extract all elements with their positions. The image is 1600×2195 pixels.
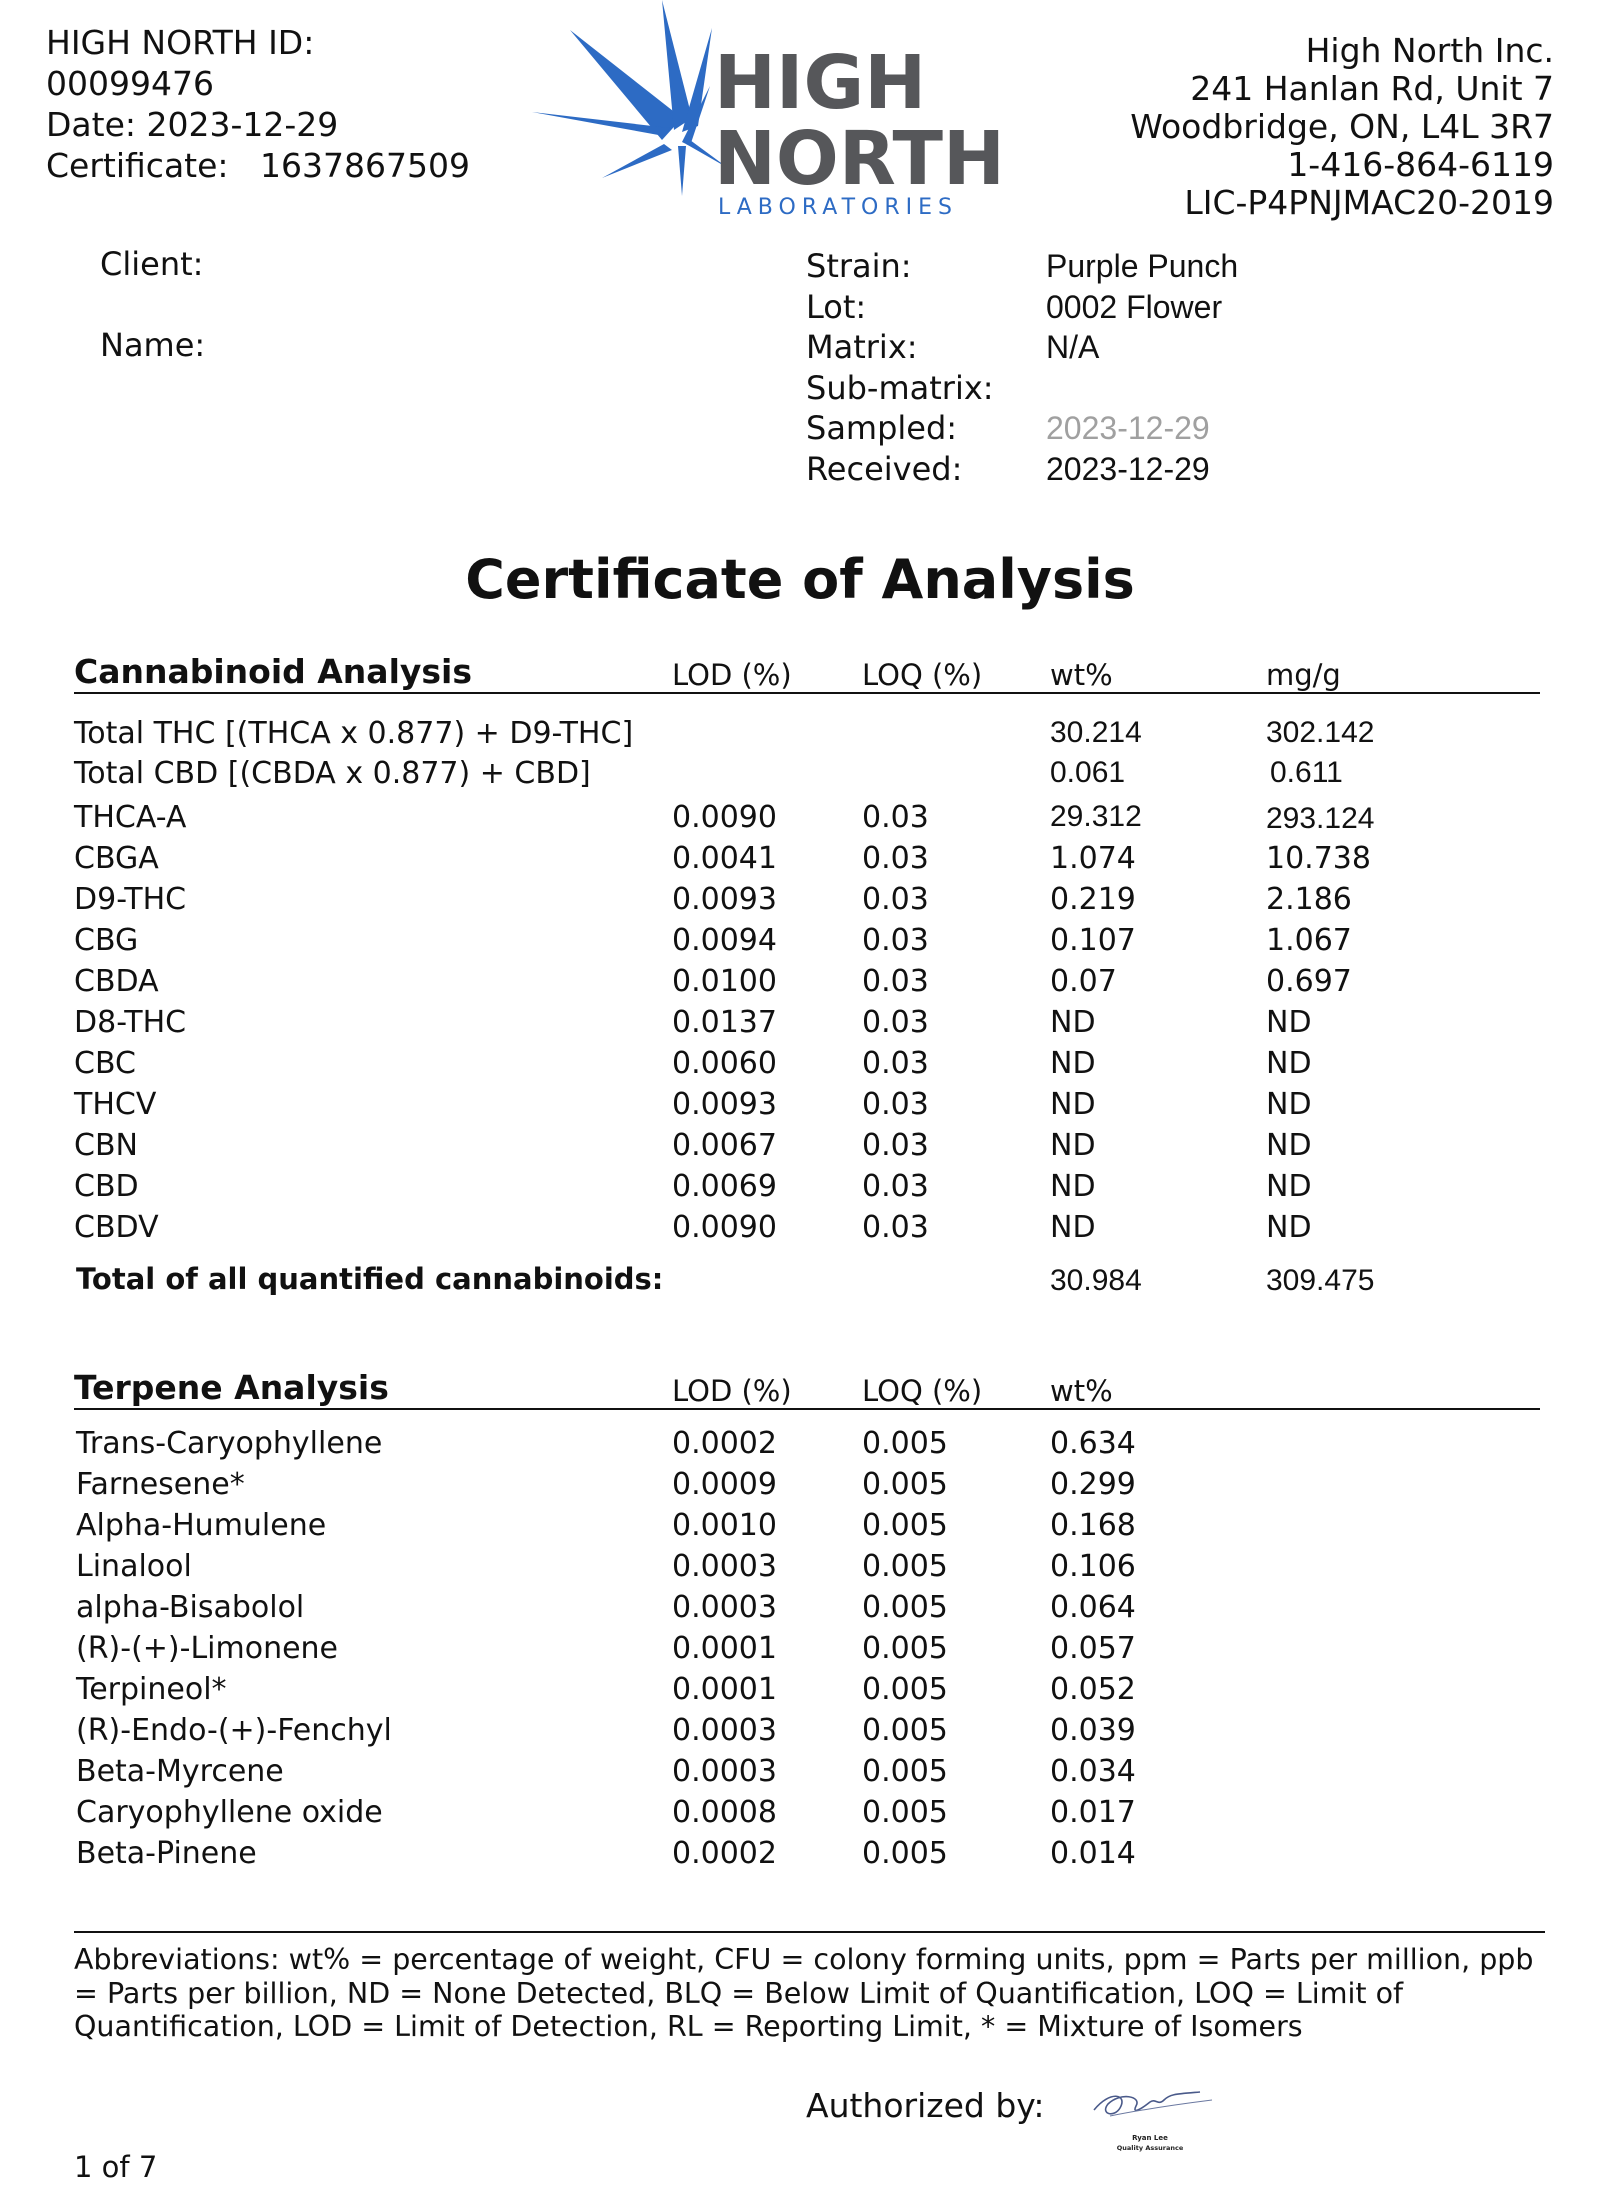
- signer-name: Ryan Lee: [1132, 2134, 1168, 2142]
- terpene-col-lod: LOD (%): [672, 1374, 792, 1408]
- company-license: LIC-P4PNJMAC20-2019: [1184, 183, 1554, 222]
- mg-value: ND: [1266, 1169, 1312, 1204]
- cannabinoid-col-loq: LOQ (%): [862, 658, 983, 692]
- received-label: Received:: [806, 449, 963, 488]
- terpene-col-wt: wt%: [1050, 1374, 1113, 1408]
- loq-value: 0.005: [862, 1836, 948, 1871]
- mg-value: ND: [1266, 1087, 1312, 1122]
- mg-value: 293.124: [1266, 802, 1375, 835]
- wt-value: ND: [1050, 1128, 1096, 1163]
- name-label: Name:: [100, 326, 206, 364]
- lot-label: Lot:: [806, 287, 867, 326]
- wt-value: 0.017: [1050, 1795, 1136, 1830]
- table-row: [74, 923, 1540, 963]
- total-cbd-mg: 0.611: [1270, 756, 1343, 789]
- total-thc-wt: 30.214: [1050, 716, 1142, 749]
- analyte-name: CBC: [74, 1046, 136, 1081]
- loq-value: 0.005: [862, 1426, 948, 1461]
- loq-value: 0.03: [862, 1046, 929, 1081]
- company-name: High North Inc.: [1305, 31, 1554, 70]
- mg-value: ND: [1266, 1210, 1312, 1245]
- loq-value: 0.03: [862, 1128, 929, 1163]
- lod-value: 0.0001: [672, 1631, 777, 1666]
- wt-value: 0.106: [1050, 1549, 1136, 1584]
- total-cbd-name: Total CBD [(CBDA x 0.877) + CBD]: [74, 756, 591, 791]
- loq-value: 0.005: [862, 1590, 948, 1625]
- abbreviations-note: Abbreviations: wt% = percentage of weight, CFU = colony forming units, ppm = Parts per million, ppb = Parts per billion, ND = None Detected, BLQ = Below Limit of Quantification, LOQ = Limit of Quantification, LOD = Limit of Detection, RL = Reporting Limit, * = Mixture of Isomers: [74, 1943, 1534, 2043]
- lod-value: 0.0093: [672, 1087, 777, 1122]
- terpene-name: Farnesene*: [76, 1467, 245, 1502]
- wt-value: 0.057: [1050, 1631, 1136, 1666]
- wt-value: 0.07: [1050, 964, 1117, 999]
- submatrix-label: Sub-matrix:: [806, 368, 994, 407]
- table-row: [76, 1754, 1542, 1794]
- logo-line2: NORTH: [714, 116, 1005, 202]
- signature-image: [1080, 2070, 1220, 2160]
- cannabinoid-header: [74, 652, 1540, 694]
- analyte-name: CBDA: [74, 964, 159, 999]
- lod-value: 0.0002: [672, 1836, 777, 1871]
- analyte-name: D8-THC: [74, 1005, 187, 1040]
- lod-value: 0.0093: [672, 882, 777, 917]
- analyte-name: CBN: [74, 1128, 138, 1163]
- total-thc-mg: 302.142: [1266, 716, 1375, 749]
- loq-value: 0.005: [862, 1754, 948, 1789]
- analyte-name: CBD: [74, 1169, 139, 1204]
- total-thc-row: [74, 716, 1540, 756]
- table-row: [76, 1508, 1542, 1548]
- mg-value: 10.738: [1266, 841, 1371, 876]
- matrix-value: N/A: [1046, 329, 1100, 365]
- wt-value: ND: [1050, 1046, 1096, 1081]
- analyte-name: CBGA: [74, 841, 159, 876]
- loq-value: 0.03: [862, 800, 929, 835]
- sample-values: [1046, 246, 1238, 489]
- terpene-name: (R)-Endo-(+)-Fenchyl: [76, 1713, 392, 1748]
- loq-value: 0.005: [862, 1672, 948, 1707]
- analyte-name: CBDV: [74, 1210, 159, 1245]
- total-thc-name: Total THC [(THCA x 0.877) + D9-THC]: [74, 716, 634, 751]
- wt-value: 0.039: [1050, 1713, 1136, 1748]
- mg-value: ND: [1266, 1005, 1312, 1040]
- high-north-logo: [532, 0, 1005, 222]
- table-row: [76, 1590, 1542, 1630]
- wt-value: 29.312: [1050, 800, 1142, 833]
- table-row: [74, 1046, 1540, 1086]
- lod-value: 0.0090: [672, 800, 777, 835]
- submatrix-value: [1046, 368, 1238, 409]
- table-row: [74, 800, 1540, 840]
- authorized-by-label: Authorized by:: [806, 2086, 1045, 2125]
- terpene-name: alpha-Bisabolol: [76, 1590, 305, 1625]
- lod-value: 0.0067: [672, 1128, 777, 1163]
- total-cbd-wt: 0.061: [1050, 756, 1126, 789]
- wt-value: 1.074: [1050, 841, 1136, 876]
- terpene-name: Linalool: [76, 1549, 192, 1584]
- wt-value: 0.052: [1050, 1672, 1136, 1707]
- analyte-name: THCA-A: [74, 800, 187, 835]
- wt-value: 0.634: [1050, 1426, 1136, 1461]
- terpene-name: Alpha-Humulene: [76, 1508, 327, 1543]
- terpene-name: Trans-Caryophyllene: [76, 1426, 383, 1461]
- page-number: 1 of 7: [74, 2150, 158, 2184]
- strain-value: Purple Punch: [1046, 248, 1239, 284]
- high-north-id-label: HIGH NORTH ID:: [46, 23, 315, 62]
- lod-value: 0.0003: [672, 1549, 777, 1584]
- wt-value: ND: [1050, 1210, 1096, 1245]
- table-row: [76, 1795, 1542, 1835]
- table-row: [74, 1128, 1540, 1168]
- table-row: [74, 964, 1540, 1004]
- wt-value: ND: [1050, 1169, 1096, 1204]
- lod-value: 0.0094: [672, 923, 777, 958]
- table-row: [74, 882, 1540, 922]
- received-value: 2023-12-29: [1046, 450, 1210, 487]
- terpene-name: Caryophyllene oxide: [76, 1795, 383, 1830]
- wt-value: 0.299: [1050, 1467, 1136, 1502]
- client-block: [100, 244, 205, 366]
- loq-value: 0.03: [862, 964, 929, 999]
- high-north-id-value: 00099476: [46, 64, 214, 103]
- wt-value: ND: [1050, 1005, 1096, 1040]
- terpene-title: Terpene Analysis: [74, 1368, 389, 1407]
- analyte-name: CBG: [74, 923, 139, 958]
- lod-value: 0.0001: [672, 1672, 777, 1707]
- header-ids: [46, 22, 470, 186]
- loq-value: 0.005: [862, 1631, 948, 1666]
- table-row: [76, 1426, 1542, 1466]
- certificate-value: 1637867509: [260, 146, 470, 185]
- lod-value: 0.0003: [672, 1713, 777, 1748]
- mg-value: 2.186: [1266, 882, 1352, 917]
- lod-value: 0.0008: [672, 1795, 777, 1830]
- mg-value: ND: [1266, 1046, 1312, 1081]
- lod-value: 0.0009: [672, 1467, 777, 1502]
- total-cannabinoids-row: [76, 1262, 1542, 1302]
- table-row: [74, 1087, 1540, 1127]
- logo-line1: HIGH: [714, 40, 927, 126]
- document-title: Certificate of Analysis: [465, 548, 1135, 611]
- terpene-header: [74, 1368, 1540, 1410]
- cannabinoid-col-lod: LOD (%): [672, 658, 792, 692]
- cannabinoid-title: Cannabinoid Analysis: [74, 652, 472, 691]
- mg-value: ND: [1266, 1128, 1312, 1163]
- company-address1: 241 Hanlan Rd, Unit 7: [1190, 69, 1554, 108]
- wt-value: 0.219: [1050, 882, 1136, 917]
- cannabinoid-col-mg: mg/g: [1266, 658, 1341, 692]
- logo-sub: LABORATORIES: [718, 195, 958, 220]
- total-cbd-row: [74, 756, 1540, 796]
- table-row: [74, 1005, 1540, 1045]
- lot-value: 0002 Flower: [1046, 288, 1223, 325]
- loq-value: 0.03: [862, 1210, 929, 1245]
- company-address2: Woodbridge, ON, L4L 3R7: [1130, 107, 1554, 146]
- wt-value: 0.107: [1050, 923, 1136, 958]
- client-label: Client:: [100, 245, 204, 283]
- company-address: [1130, 32, 1554, 222]
- table-row: [76, 1836, 1542, 1876]
- table-row: [76, 1549, 1542, 1589]
- loq-value: 0.03: [862, 882, 929, 917]
- certificate-line: [46, 145, 470, 186]
- date-line: Date: 2023-12-29: [46, 105, 339, 144]
- mg-value: 0.697: [1266, 964, 1352, 999]
- sampled-label: Sampled:: [806, 409, 958, 447]
- strain-label: Strain:: [806, 247, 912, 285]
- loq-value: 0.005: [862, 1713, 948, 1748]
- lod-value: 0.0003: [672, 1754, 777, 1789]
- signer-title: Quality Assurance: [1116, 2144, 1184, 2152]
- lod-value: 0.0137: [672, 1005, 777, 1040]
- lod-value: 0.0100: [672, 964, 777, 999]
- total-cannabinoids-label: Total of all quantified cannabinoids:: [76, 1262, 664, 1296]
- table-row: [76, 1467, 1542, 1507]
- sample-labels: [806, 246, 994, 489]
- lod-value: 0.0060: [672, 1046, 777, 1081]
- loq-value: 0.005: [862, 1508, 948, 1543]
- mg-value: 1.067: [1266, 923, 1352, 958]
- loq-value: 0.03: [862, 841, 929, 876]
- certificate-label: Certificate:: [46, 146, 229, 185]
- cannabinoid-col-wt: wt%: [1050, 658, 1113, 692]
- loq-value: 0.03: [862, 1169, 929, 1204]
- wt-value: 0.034: [1050, 1754, 1136, 1789]
- terpene-name: Beta-Myrcene: [76, 1754, 284, 1789]
- table-row: [76, 1713, 1542, 1753]
- table-row: [74, 1169, 1540, 1209]
- terpene-col-loq: LOQ (%): [862, 1374, 983, 1408]
- table-row: [74, 841, 1540, 881]
- terpene-name: (R)-(+)-Limonene: [76, 1631, 339, 1666]
- lod-value: 0.0010: [672, 1508, 777, 1543]
- footer-divider: [74, 1931, 1545, 1933]
- lod-value: 0.0002: [672, 1426, 777, 1461]
- matrix-label: Matrix:: [806, 328, 918, 366]
- terpene-name: Beta-Pinene: [76, 1836, 257, 1871]
- wt-value: ND: [1050, 1087, 1096, 1122]
- lod-value: 0.0003: [672, 1590, 777, 1625]
- sampled-value: 2023-12-29: [1046, 410, 1210, 446]
- lod-value: 0.0090: [672, 1210, 777, 1245]
- cannabis-leaf-icon: [532, 0, 728, 196]
- wt-value: 0.064: [1050, 1590, 1136, 1625]
- wt-value: 0.168: [1050, 1508, 1136, 1543]
- table-row: [76, 1672, 1542, 1712]
- wt-value: 0.014: [1050, 1836, 1136, 1871]
- analyte-name: D9-THC: [74, 882, 187, 917]
- total-cannabinoids-mg: 309.475: [1266, 1264, 1375, 1297]
- loq-value: 0.03: [862, 923, 929, 958]
- loq-value: 0.03: [862, 1005, 929, 1040]
- table-row: [76, 1631, 1542, 1671]
- loq-value: 0.005: [862, 1467, 948, 1502]
- total-cannabinoids-wt: 30.984: [1050, 1264, 1142, 1297]
- loq-value: 0.005: [862, 1795, 948, 1830]
- analyte-name: THCV: [74, 1087, 157, 1122]
- loq-value: 0.03: [862, 1087, 929, 1122]
- loq-value: 0.005: [862, 1549, 948, 1584]
- terpene-name: Terpineol*: [76, 1672, 227, 1707]
- company-phone: 1-416-864-6119: [1287, 145, 1554, 184]
- table-row: [74, 1210, 1540, 1250]
- lod-value: 0.0041: [672, 841, 777, 876]
- lod-value: 0.0069: [672, 1169, 777, 1204]
